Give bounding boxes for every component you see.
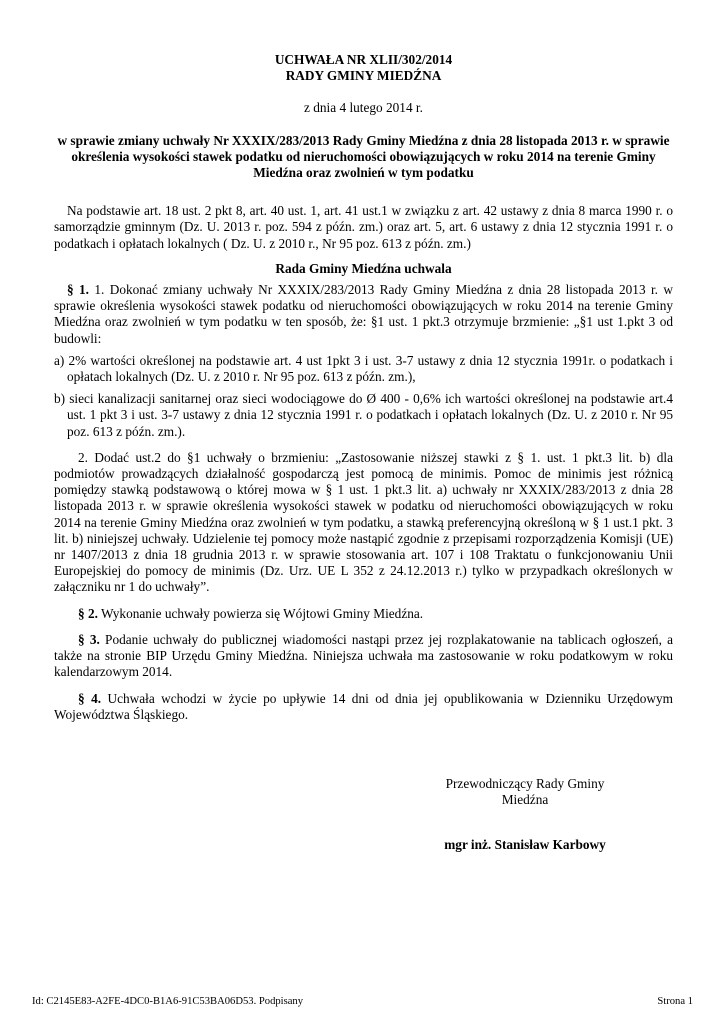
section-1-point-2: 2. Dodać ust.2 do §1 uchwały o brzmieniu: „Zastosowanie niższej stawki z § 1. ust. 1 pkt.3 lit. b) dla podmiotów prowadzących działalność gospodarczą jest pomocą de minimis. Pomoc de minimis jest różnicą pomiędzy stawką podstawową o której mowa w § 1 ust. 1 pkt.3 lit. a) uchwały nr XXXIX/283/2013 z dnia 28 listopada 2013 r. w sprawie określenia wysokości stawek w podatku od nieruchomości obowiązujących w roku 2014 na terenie Gminy Miedźna oraz zwolnień w tym podatku, a stawką preferencyjną określoną w § 1 ust.1 pkt. 3 lit. b) niniejszej uchwały. Udzielenie tej pomocy może nastąpić zgodnie z przepisami rozporządzenia Komisji (UE) nr 1407/2013 z dnia 18 grudnia 2013 r. w sprawie stosowania art. 107 i 108 Traktatu o funkcjonowaniu Unii Europejskiej do pomocy de minimis (Dz. Urz. UE L 352 z 24.12.2013 r.) tylko w przypadkach określonych w załączniku nr 1 do uchwały”. [54,449,673,595]
section-3 [54,632,673,681]
section-4-label: § 4. [78,690,102,706]
signature-name: mgr inż. Stanisław Karbowy [444,837,606,852]
signature-role [420,776,630,808]
resolution-date: z dnia 4 lutego 2014 r. [304,100,423,116]
council-heading: Rada Gminy Miedźna uchwala [275,260,452,276]
section-3-label: § 3. [78,631,100,647]
signature-role-line-2: Miedźna [501,792,549,807]
section-1-item-a: a) 2% wartości określonej na podstawie art. 4 ust 1pkt 3 i ust. 3-7 ustawy z dnia 12 stycznia 1991r. o podatkach i opłatach lokalnych (Dz. U. z 2010 r. Nr 95 poz. 613 z późn. zm.), [54,352,673,385]
section-4-text: Uchwała wchodzi w życie po upływie 14 dni od dnia jej opublikowania w Dzienniku Urzędowym Województwa Śląskiego. [54,690,673,722]
document-body [54,52,673,723]
section-1 [54,282,673,347]
section-1-text: 1. Dokonać zmiany uchwały Nr XXXIX/283/2013 Rady Gminy Miedźna z dnia 28 listopada 2013 r. w sprawie określenia wysokości stawek podatku od nieruchomości obowiązujących w roku 2014 na terenie Gminy Miedźna oraz zwolnień w tym podatku w ten sposób, że: §1 ust. 1 pkt.3 otrzymuje brzmienie: „§1 ust 1.pkt 3 od budowli: [54,282,673,346]
section-4 [54,691,673,723]
title-line-1: UCHWAŁA NR XLII/302/2014 [274,52,453,67]
section-2-text: Wykonanie uchwały powierza się Wójtowi Gminy Miedźna. [97,605,424,621]
footer-page-number: Strona 1 [657,996,693,1007]
section-1-item-b: b) sieci kanalizacji sanitarnej oraz sieci wodociągowe do Ø 400 - 0,6% ich wartości określonej na podstawie art.4 ust. 1 pkt 3 i ust. 3-7 ustawy z dnia 12 stycznia 1991 r. o podatkach i opłatach lokalnych (Dz. U. z 2010 r. Nr 95 poz. 613 z późn. zm.). [54,391,673,439]
title-line-2: RADY GMINY MIEDŹNA [285,68,442,84]
section-2-label: § 2. [78,605,98,621]
section-2 [54,606,673,622]
resolution-subject: w sprawie zmiany uchwały Nr XXXIX/283/2013 Rady Gminy Miedźna z dnia 28 listopada 2013 r. w sprawie określenia wysokości stawek podatku od nieruchomości obowiązujących w roku 2014 na terenie Gminy Miedźna oraz zwolnień w tym podatku [57,132,670,181]
legal-basis: Na podstawie art. 18 ust. 2 pkt 8, art. 40 ust. 1, art. 41 ust.1 w związku z art. 42 ustawy z dnia 8 marca 1990 r. o samorządzie gminnym (Dz. U. 2013 r. poz. 594 z późn. zm.) oraz art. 5, art. 6 ustawy z dnia 12 stycznia 1991 r. o podatkach i opłatach lokalnych ( Dz. U. z 2010 r., Nr 95 poz. 613 z późn. zm.) [54,203,673,251]
footer-document-id: Id: C2145E83-A2FE-4DC0-B1A6-91C53BA06D53. Podpisany [32,996,304,1007]
signature-role-line-1: Przewodniczący Rady Gminy [445,776,605,791]
resolution-title [54,52,673,84]
section-1-label: § 1. [67,282,90,298]
section-3-text: Podanie uchwały do publicznej wiadomości nastąpi przez jej rozplakatowanie na tablicach ogłoszeń, a także na stronie BIP Urzędu Gminy Miedźna. Niniejsza uchwała ma zastosowanie w roku podatkowym w roku kalendarzowym 2014. [54,631,674,680]
